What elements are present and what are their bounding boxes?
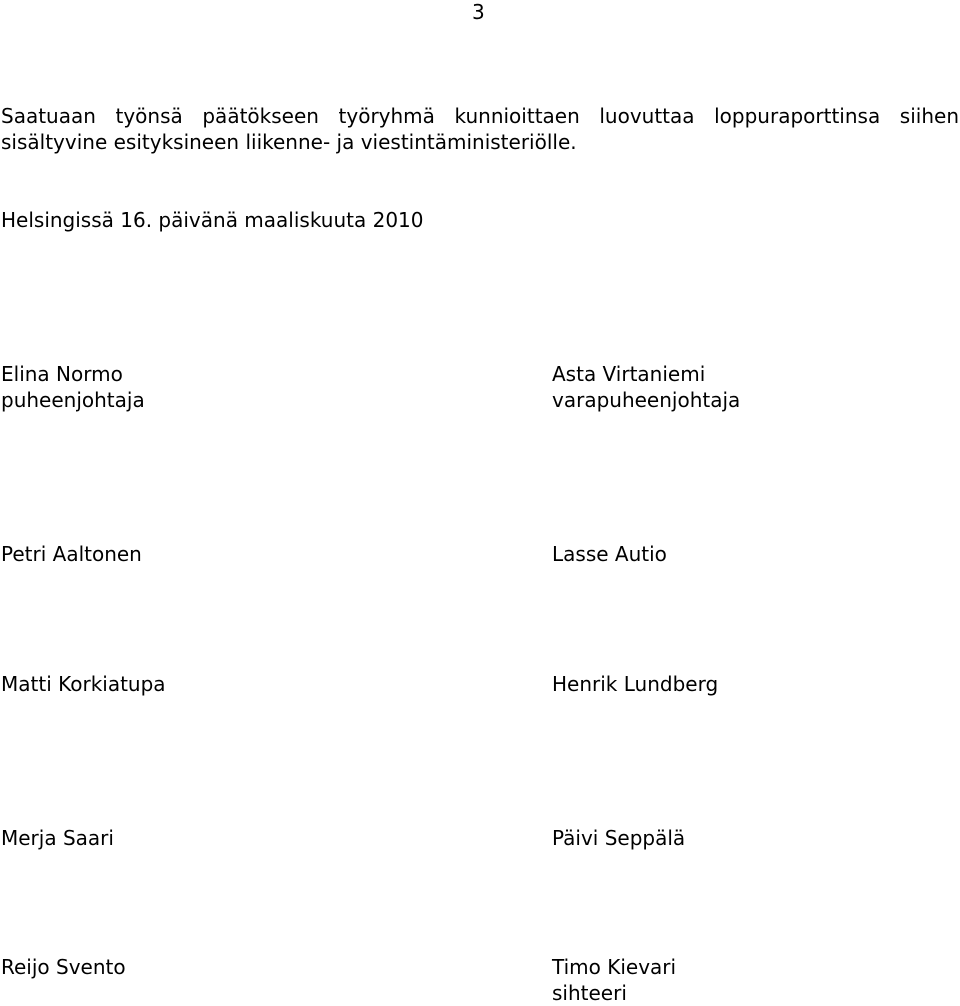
signature-lasse-autio bbox=[552, 541, 667, 567]
signatory-name: Merja Saari bbox=[1, 826, 114, 850]
signature-reijo-svento bbox=[1, 954, 126, 980]
signature-paivi-seppala bbox=[552, 825, 685, 851]
signatory-name: Henrik Lundberg bbox=[552, 672, 719, 696]
signatory-name: Päivi Seppälä bbox=[552, 826, 686, 850]
signatory-name: Elina Normo bbox=[1, 362, 123, 386]
signatory-role: varapuheenjohtaja bbox=[552, 388, 741, 412]
signatory-name: Asta Virtaniemi bbox=[552, 362, 706, 386]
signatory-name: Lasse Autio bbox=[552, 542, 667, 566]
signatory-role: puheenjohtaja bbox=[1, 388, 145, 412]
page-number: 3 bbox=[472, 0, 485, 24]
signature-petri-aaltonen bbox=[1, 541, 142, 567]
signature-timo-kievari bbox=[552, 954, 676, 1006]
signatory-name: Petri Aaltonen bbox=[1, 542, 142, 566]
signature-matti-korkiatupa bbox=[1, 671, 166, 697]
signatory-role: sihteeri bbox=[552, 981, 627, 1005]
signatory-name: Matti Korkiatupa bbox=[1, 672, 166, 696]
place-and-date: Helsingissä 16. päivänä maaliskuuta 2010 bbox=[1, 208, 424, 232]
signatory-name: Reijo Svento bbox=[1, 955, 126, 979]
signature-henrik-lundberg bbox=[552, 671, 718, 697]
signature-asta-virtaniemi bbox=[552, 361, 740, 413]
signatory-name: Timo Kievari bbox=[552, 955, 677, 979]
intro-paragraph bbox=[1, 103, 959, 155]
signature-elina-normo bbox=[1, 361, 145, 413]
intro-line-1: Saatuaan työnsä päätökseen työryhmä kunnioittaen luovuttaa loppuraporttinsa siihen bbox=[1, 104, 959, 128]
signature-merja-saari bbox=[1, 825, 114, 851]
intro-line-2: sisältyvine esityksineen liikenne- ja viestintäministeriölle. bbox=[1, 130, 577, 154]
